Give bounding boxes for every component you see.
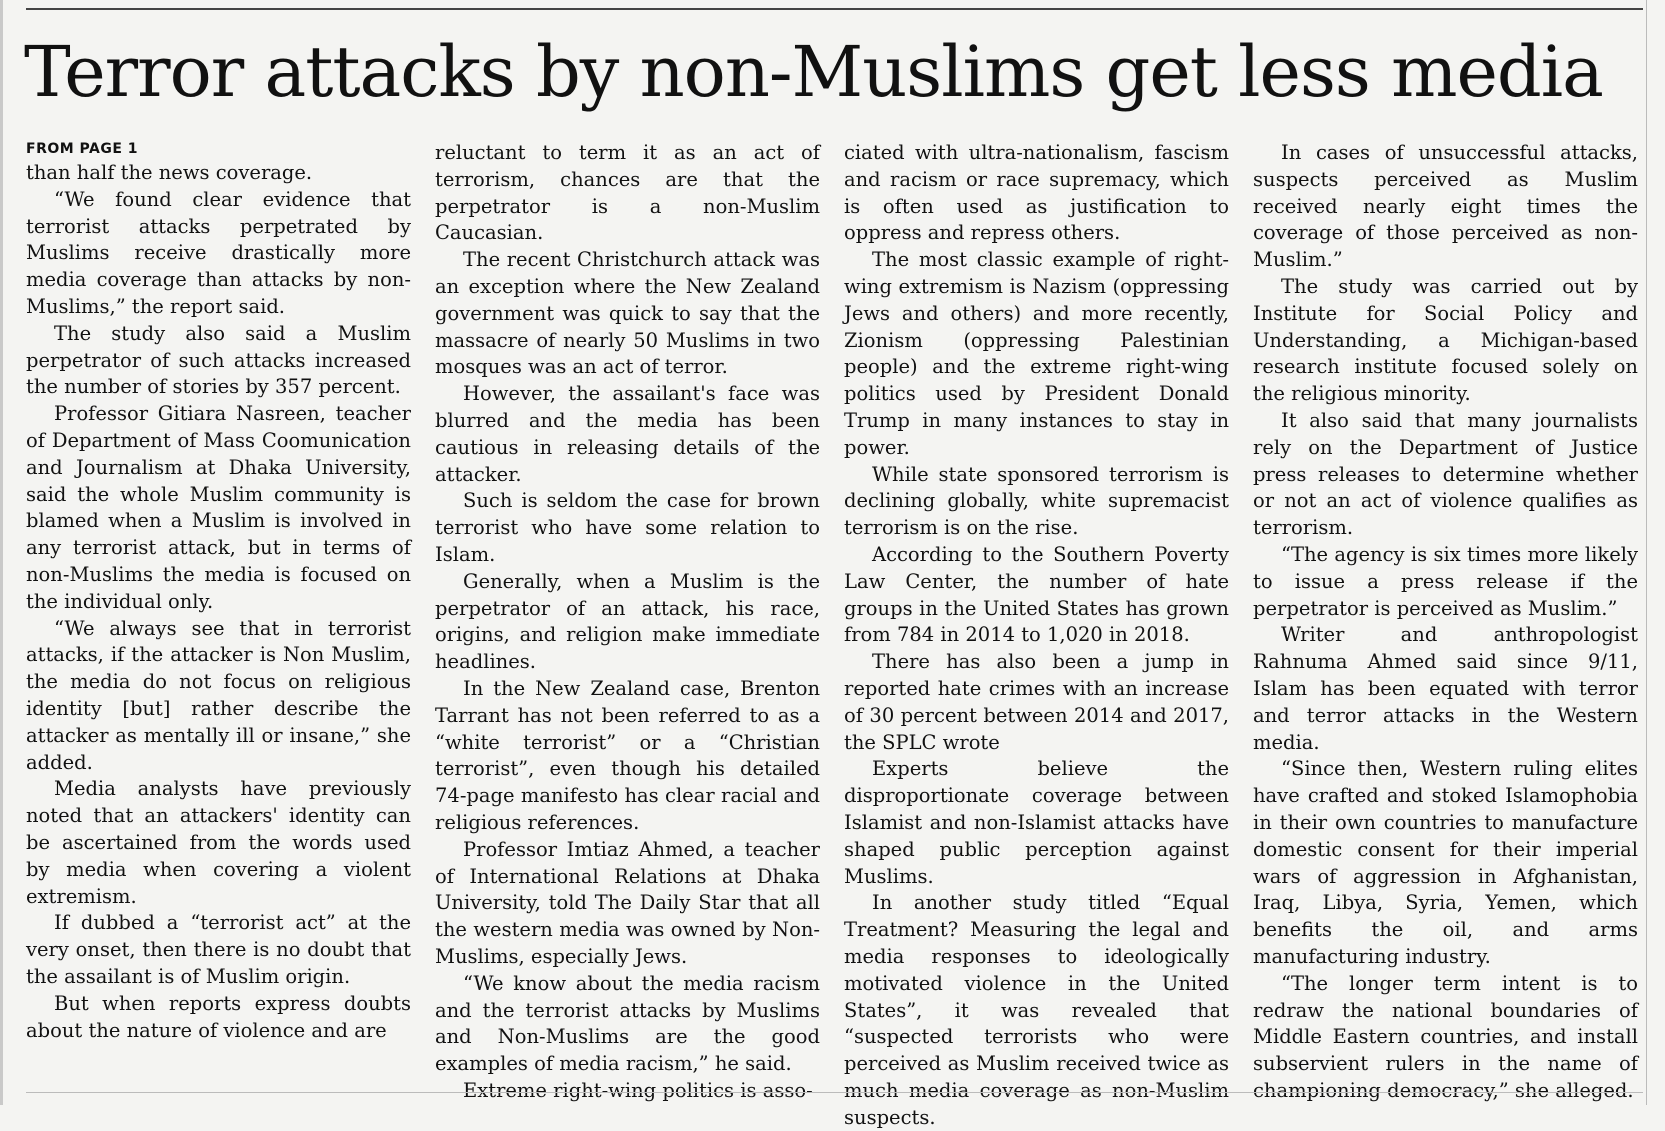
column-4 xyxy=(1253,140,1638,1102)
paragraph: reluctant to term it as an act of terrorism, chances are that the perpetrator is a non-Muslim Caucasian. xyxy=(435,141,820,245)
paragraph: “The agency is six times more likely to issue a press release if the perpetrator is perceived as Muslim.” xyxy=(1253,542,1638,620)
column-3 xyxy=(844,140,1229,1129)
paragraph: Professor Gitiara Nasreen, teacher of Department of Mass Coomunication and Journalism at Dhaka University, said the whole Muslim community is blamed when a Muslim is involved in any terrorist attack, but in terms of non-Muslims the media is focused on the individual only. xyxy=(26,402,411,613)
paragraph: There has also been a jump in reported hate crimes with an increase of 30 percent between 2014 and 2017, the SPLC wrote xyxy=(844,650,1229,754)
paragraph: Writer and anthropologist Rahnuma Ahmed said since 9/11, Islam has been equated with terror and terror attacks in the Western media. xyxy=(1253,623,1638,754)
paragraph: The study also said a Muslim perpetrator of such attacks increased the number of stories by 357 percent. xyxy=(26,321,411,399)
paragraph: Media analysts have previously noted that an attackers' identity can be ascertained from the words used by media when covering a violent extremism. xyxy=(26,777,411,908)
paragraph: According to the Southern Poverty Law Center, the number of hate groups in the United States has grown from 784 in 2014 to 1,020 in 2018. xyxy=(844,542,1229,647)
paragraph: “We always see that in terrorist attacks, if the attacker is Non Muslim, the media do not focus on religious identity [but] rather describe the attacker as mentally ill or insane,” she added. xyxy=(26,616,411,774)
top-rule xyxy=(26,8,1643,10)
paragraph: “We know about the media racism and the terrorist attacks by Muslims and Non-Muslims are the good examples of media racism,” he said. xyxy=(435,971,820,1076)
paragraph: While state sponsored terrorism is declining globally, white supremacist terrorism is on the rise. xyxy=(844,462,1229,540)
column-2 xyxy=(435,140,820,1102)
paragraph: The most classic example of right-wing extremism is Nazism (oppressing Jews and others) and more recently, Zionism (oppressing Palestinian people) and the extreme right-wing politics used by President Donald Trump in many instances to stay in power. xyxy=(844,248,1229,459)
column-1 xyxy=(26,140,411,1090)
paragraph: It also said that many journalists rely on the Department of Justice press releases to determine whether or not an act of violence qualifies as terrorism. xyxy=(1253,408,1638,540)
paragraph: Generally, when a Muslim is the perpetrator of an attack, his race, origins, and religion make immediate headlines. xyxy=(435,569,820,674)
paragraph: “The longer term intent is to redraw the national boundaries of Middle Eastern countries, and install subservient rulers in the name of championing democracy,” she alleged. xyxy=(1253,971,1638,1102)
article-columns xyxy=(26,140,1638,1129)
paragraph: In another study titled “Equal Treatment? Measuring the legal and media responses to ideologically motivated violence in the United States”, it was revealed that “suspected terrorists who were perceived as Muslim received twice as much media coverage as non-Muslim suspects. xyxy=(844,891,1229,1129)
paragraph: Extreme right-wing politics is asso- xyxy=(463,1078,813,1102)
left-page-edge xyxy=(0,0,3,1105)
paragraph: Professor Imtiaz Ahmed, a teacher of International Relations at Dhaka University, told The Daily Star that all the western media was owned by Non-Muslims, especially Jews. xyxy=(435,837,820,968)
paragraph: In the New Zealand case, Brenton Tarrant has not been referred to as a “white terrorist” or a “Christian terrorist”, even though his detailed 74-page manifesto has clear racial and religious references. xyxy=(435,676,820,834)
paragraph: The recent Christchurch attack was an exception where the New Zealand government was quick to say that the massacre of nearly 50 Muslims in two mosques was an act of terror. xyxy=(435,248,820,379)
bottom-rule xyxy=(26,1092,1643,1093)
paragraph: But when reports express doubts about the nature of violence and are xyxy=(26,991,411,1042)
kicker: FROM PAGE 1 xyxy=(26,141,139,157)
paragraph: If dubbed a “terrorist act” at the very onset, then there is no doubt that the assailant is of Muslim origin. xyxy=(26,911,411,988)
paragraph: In cases of unsuccessful attacks, suspects perceived as Muslim received nearly eight times the coverage of those perceived as non-Muslim.” xyxy=(1253,141,1638,272)
paragraph: Such is seldom the case for brown terrorist who have some relation to Islam. xyxy=(435,489,820,566)
headline: Terror attacks by non-Muslims get less media xyxy=(24,31,1603,113)
right-page-edge xyxy=(1646,0,1665,1105)
paragraph: than half the news coverage. xyxy=(26,161,313,184)
paragraph: The study was carried out by Institute for Social Policy and Understanding, a Michigan-based research institute focused solely on the religious minority. xyxy=(1253,274,1638,406)
paragraph: ciated with ultra-nationalism, fascism and racism or race supremacy, which is often used as justification to oppress and repress others. xyxy=(844,141,1229,245)
paragraph: Experts believe the disproportionate coverage between Islamist and non-Islamist attacks have shaped public perception against Muslims. xyxy=(844,757,1229,888)
paragraph: “We found clear evidence that terrorist attacks perpetrated by Muslims receive drastically more media coverage than attacks by non-Muslims,” the report said. xyxy=(26,187,411,318)
paragraph: “Since then, Western ruling elites have crafted and stoked Islamophobia in their own countries to manufacture domestic consent for their imperial wars of aggression in Afghanistan, Iraq, Libya, Syria, Yemen, which benefits the oil, and arms manufacturing industry. xyxy=(1253,757,1638,968)
paragraph: However, the assailant's face was blurred and the media has been cautious in releasing details of the attacker. xyxy=(435,382,820,486)
